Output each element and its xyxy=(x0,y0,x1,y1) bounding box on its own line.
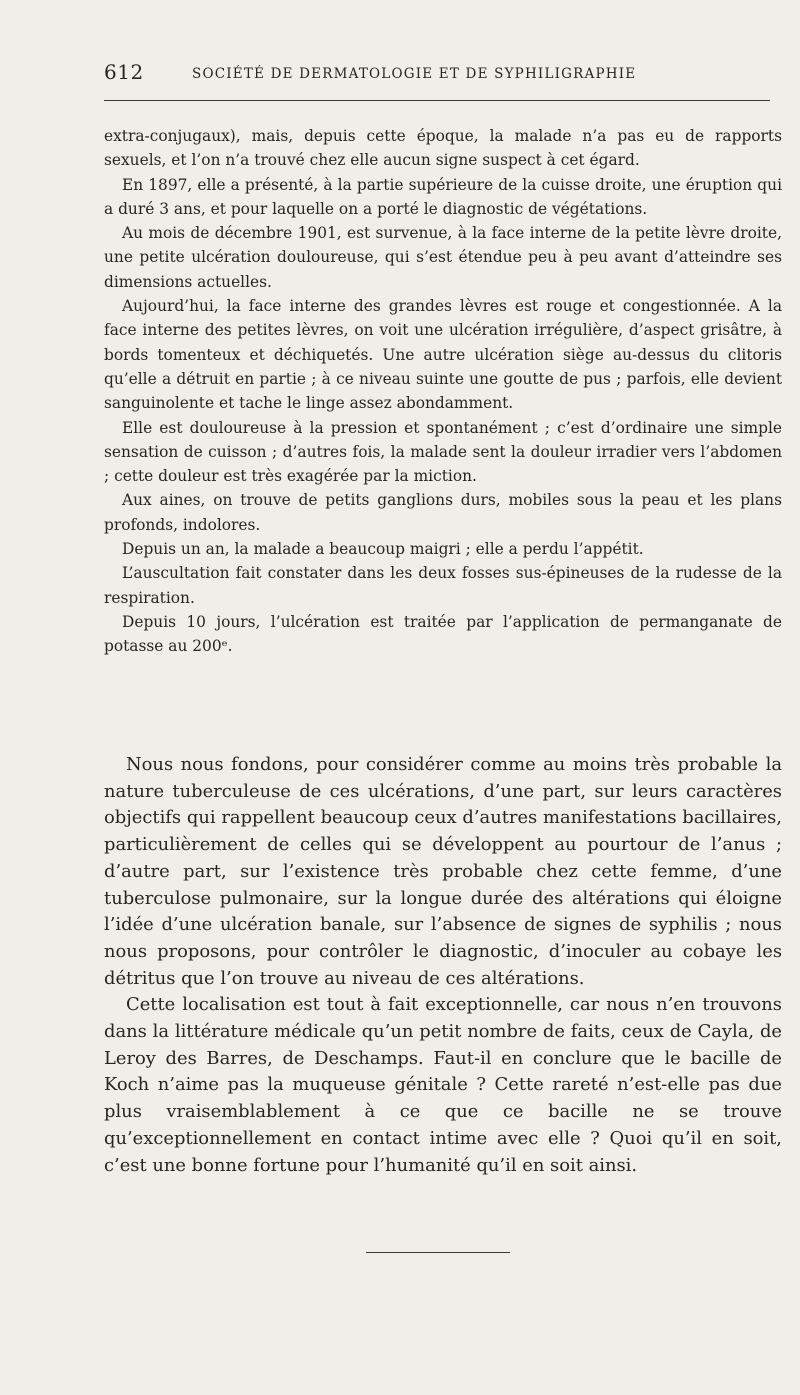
observation-text xyxy=(104,124,782,659)
paragraph: L’auscultation fait constater dans les deux fosses sus-épineuses de la rudesse de la respiration. xyxy=(104,564,782,607)
running-head: SOCIÉTÉ DE DERMATOLOGIE ET DE SYPHILIGRAPHIE xyxy=(192,66,637,82)
paragraph: Cette localisation est tout à fait exceptionnelle, car nous n’en trouvons dans la littérature médicale qu’un petit nombre de faits, ceux de Cayla, de Leroy des Barres, de Deschamps. Faut-il en conclure que le bacille de Koch n’aime pas la muqueuse génitale ? Cette rareté n’est-elle pas due plus vraisemblablement à ce que ce bacille ne se trouve qu’exceptionnellement en contact intime avec elle ? Quoi qu’il en soit, c’est une bonne fortune pour l’humanité qu’il en soit ainsi. xyxy=(104,994,782,1176)
paragraph: extra-conjugaux), mais, depuis cette époque, la malade n’a pas eu de rapports sexuels, et l’on n’a trouvé chez elle aucun signe suspect à cet égard. xyxy=(104,127,782,170)
paragraph: Aux aines, on trouve de petits ganglions durs, mobiles sous la peau et les plans profonds, indolores. xyxy=(104,491,782,534)
paragraph: En 1897, elle a présenté, à la partie supérieure de la cuisse droite, une éruption qui a duré 3 ans, et pour laquelle on a porté le diagnostic de végétations. xyxy=(104,175,782,218)
page-header xyxy=(104,58,770,92)
paragraph: Nous nous fondons, pour considérer comme au moins très probable la nature tuberculeuse de ces ulcérations, d’une part, sur leurs caractères objectifs qui rappellent beaucoup ceux d’autres manifestations bacillaires, particulièrement de celles qui se développent au pourtour de l’anus ; d’autre part, sur l’existence très probable chez cette femme, d’une tuberculose pulmonaire, sur la longue durée des altérations qui éloigne l’idée d’une ulcération banale, sur l’absence de signes de syphilis ; nous nous proposons, pour contrôler le diagnostic, d’inoculer au cobaye les détritus que l’on trouve au niveau de ces altérations. xyxy=(104,754,782,989)
paragraph: Depuis un an, la malade a beaucoup maigri ; elle a perdu l’appétit. xyxy=(122,540,644,559)
paragraph: Au mois de décembre 1901, est survenue, à la face interne de la petite lèvre droite, une petite ulcération douloureuse, qui s’est étendue peu à peu avant d’atteindre ses dimensions actuelles. xyxy=(104,224,782,291)
paragraph: Aujourd’hui, la face interne des grandes lèvres est rouge et congestionnée. A la face interne des petites lèvres, on voit une ulcération irrégulière, d’aspect grisâtre, à bords tomenteux et déchiquetés. Une autre ulcération siège au-dessus du clitoris qu’elle a détruit en partie ; à ce niveau suinte une goutte de pus ; parfois, elle devient sanguinolente et tache le linge assez abondamment. xyxy=(104,297,782,413)
page-number: 612 xyxy=(104,60,144,84)
paragraph: Depuis 10 jours, l’ulcération est traitée par l’application de permanganate de potasse au 200ᵉ. xyxy=(104,612,782,656)
end-rule xyxy=(366,1252,510,1253)
discussion-text xyxy=(104,752,782,1179)
paragraph: Elle est douloureuse à la pression et spontanément ; c’est d’ordinaire une simple sensation de cuisson ; d’autres fois, la malade sent la douleur irradier vers l’abdomen ; cette douleur est très exagérée par la miction. xyxy=(104,418,782,486)
header-rule xyxy=(104,100,770,101)
